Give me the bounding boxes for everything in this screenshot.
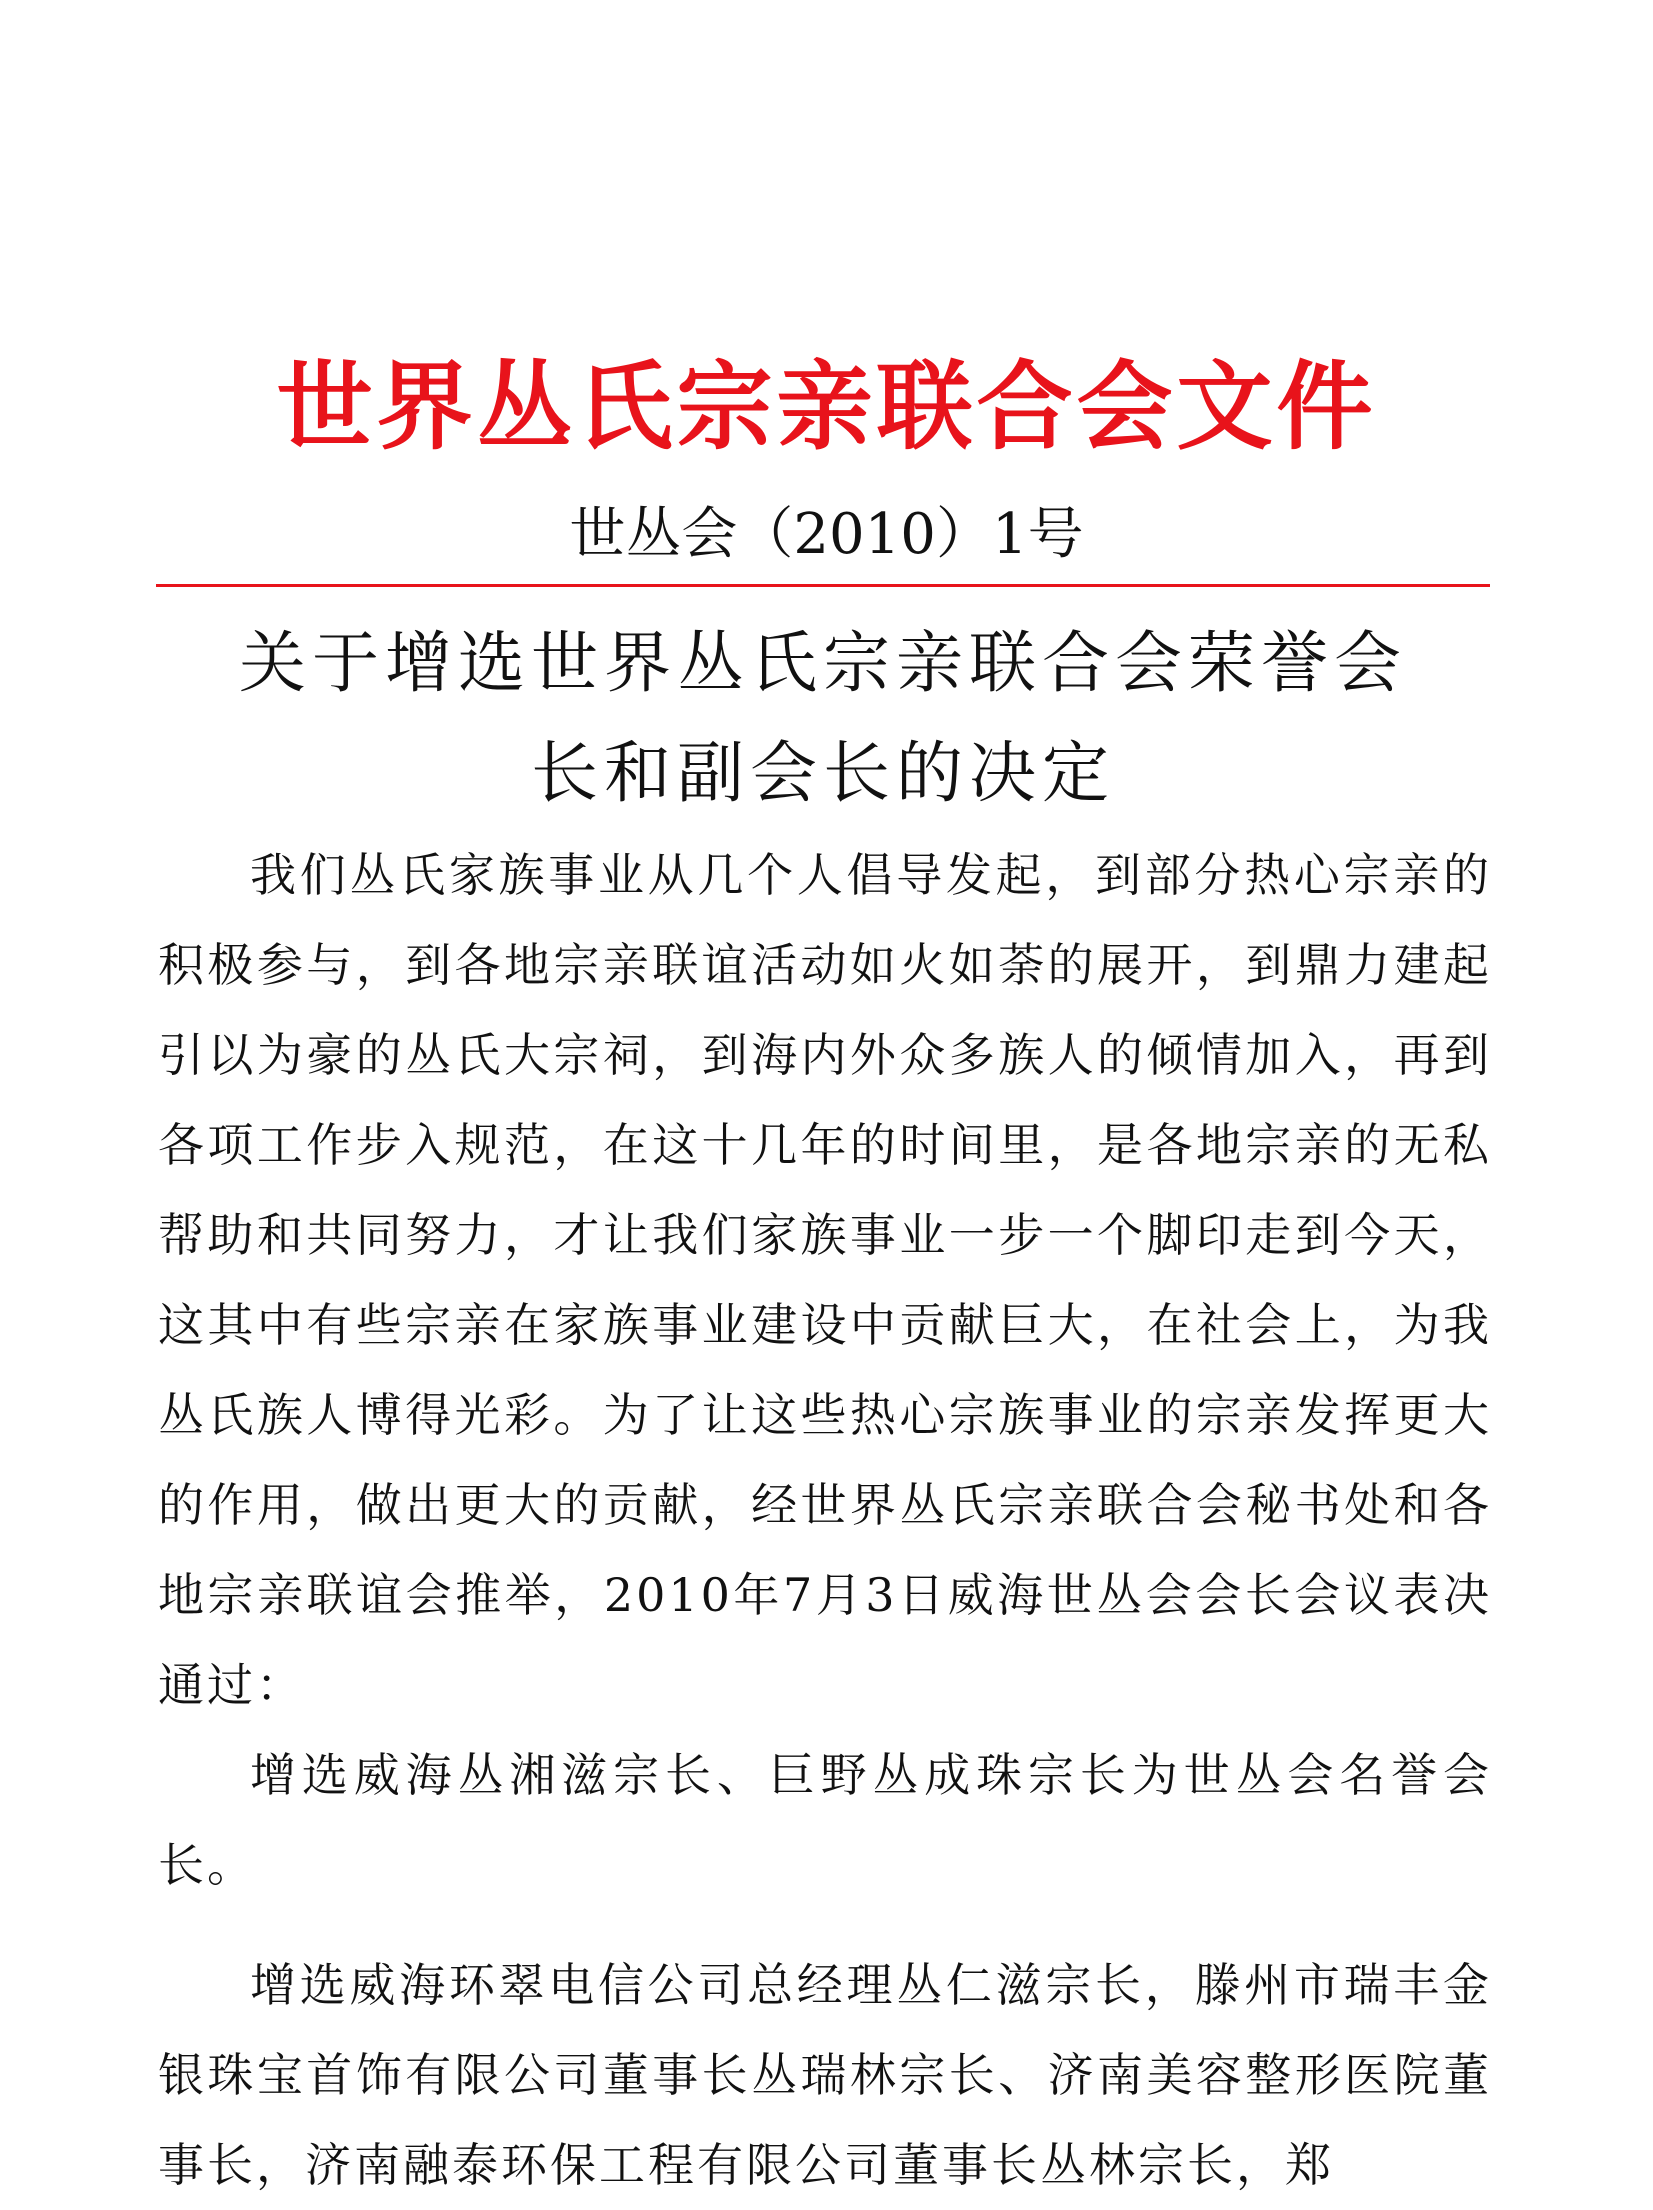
document-number: 世丛会（2010）1号	[569, 502, 1084, 567]
body-paragraph-3: 增选威海环翠电信公司总经理丛仁滋宗长，滕州市瑞丰金银珠宝首饰有限公司董事长丛瑞林宗长、济南美容整形医院董事长，济南融泰环保工程有限公司董事长丛林宗长，郑	[158, 1958, 1492, 2192]
document-title	[150, 608, 1496, 828]
document-body	[158, 830, 1492, 2210]
document-title-line-2: 长和副会长的决定	[531, 734, 1115, 812]
body-paragraph-1: 我们丛氏家族事业从几个人倡导发起，到部分热心宗亲的积极参与，到各地宗亲联谊活动如火如荼的展开，到鼎力建起引以为豪的丛氏大宗祠，到海内外众多族人的倾情加入，再到各项工作步入规范，在这十几年的时间里，是各地宗亲的无私帮助和共同努力，才让我们家族事业一步一个脚印走到今天，这其中有些宗亲在家族事业建设中贡献巨大，在社会上，为我丛氏族人博得光彩。为了让这些热心宗族事业的宗亲发挥更大的作用，做出更大的贡献，经世界丛氏宗亲联合会秘书处和各地宗亲联谊会推举，2010年7月3日威海世丛会会长会议表决通过：	[158, 848, 1492, 1712]
document-title-line-1: 关于增选世界丛氏宗亲联合会荣誉会	[239, 624, 1407, 702]
body-paragraph-2: 增选威海丛湘滋宗长、巨野丛成珠宗长为世丛会名誉会长。	[158, 1748, 1492, 1892]
document-org-header: 世界丛氏宗亲联合会文件	[276, 350, 1377, 463]
red-divider-line	[156, 584, 1490, 587]
